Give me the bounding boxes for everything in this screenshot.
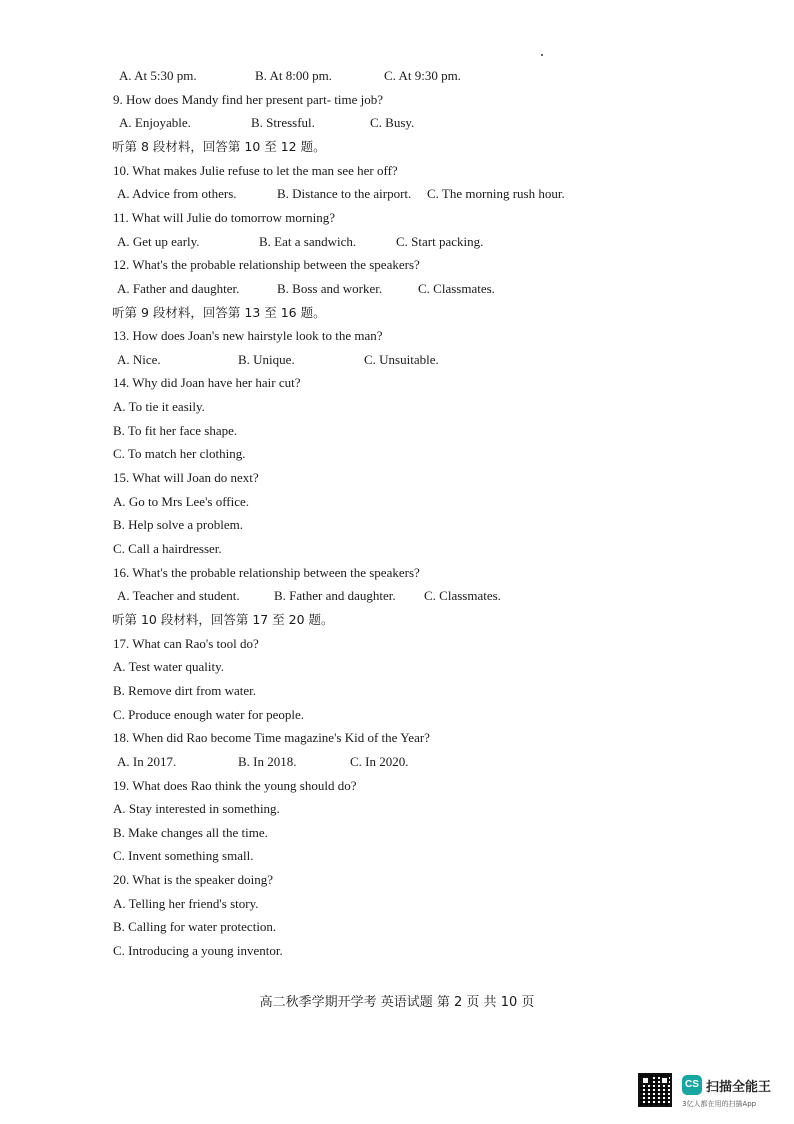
scanner-app-name: 扫描全能王 xyxy=(706,1080,772,1095)
answer-option: B. Calling for water protection. xyxy=(113,919,277,935)
answer-option: B. Remove dirt from water. xyxy=(113,682,256,698)
answer-option: A. Test water quality. xyxy=(113,659,225,675)
answer-option: A. Stay interested in something. xyxy=(113,801,280,817)
answer-option: A. In 2017. xyxy=(117,753,177,769)
question-stem: 18. When did Rao become Time magazine's Kid of the Year? xyxy=(113,730,430,746)
section-instruction: 听第 9 段材料，回答第 13 至 16 题。 xyxy=(112,304,326,320)
answer-option: A. Father and daughter. xyxy=(117,280,240,296)
answer-option: B. Father and daughter. xyxy=(274,588,396,604)
answer-option: A. Teacher and student. xyxy=(117,588,240,604)
answer-option: A. At 5:30 pm. xyxy=(119,68,197,83)
answer-option: A. Go to Mrs Lee's office. xyxy=(113,493,250,509)
scanner-tagline: 3亿人都在用的扫描App xyxy=(682,1100,757,1108)
qr-code-icon xyxy=(638,1073,672,1107)
answer-option: C. Produce enough water for people. xyxy=(113,706,304,722)
answer-option: C. Start packing. xyxy=(396,233,484,249)
answer-option: C. In 2020. xyxy=(350,753,409,769)
question-stem: 15. What will Joan do next? xyxy=(113,470,259,486)
answer-option: B. Unique. xyxy=(238,351,295,367)
question-stem: 10. What makes Julie refuse to let the man see her off? xyxy=(113,162,398,178)
answer-option: B. Stressful. xyxy=(251,115,315,131)
answer-option: A. Advice from others. xyxy=(117,186,237,202)
question-stem: 14. Why did Joan have her hair cut? xyxy=(113,375,301,391)
answer-option: A. Nice. xyxy=(117,351,161,367)
question-stem: 13. How does Joan's new hairstyle look to the man? xyxy=(113,328,383,344)
answer-option: C. The morning rush hour. xyxy=(427,186,565,202)
section-instruction: 听第 10 段材料，回答第 17 至 20 题。 xyxy=(112,611,334,627)
answer-option: C. To match her clothing. xyxy=(113,446,246,462)
answer-option: B. To fit her face shape. xyxy=(113,422,238,438)
answer-option: B. Distance to the airport. xyxy=(277,186,412,202)
answer-option: B. At 8:00 pm. xyxy=(255,68,332,83)
answer-option: C. Classmates. xyxy=(418,280,495,296)
question-stem: 20. What is the speaker doing? xyxy=(113,872,274,888)
answer-option: A. To tie it easily. xyxy=(113,399,205,415)
question-stem: 16. What's the probable relationship between the speakers? xyxy=(113,564,420,580)
answer-option: C. Invent something small. xyxy=(113,848,254,864)
answer-option: A. Get up early. xyxy=(117,233,200,249)
answer-option: C. Classmates. xyxy=(424,588,501,604)
answer-option: B. In 2018. xyxy=(238,753,297,769)
section-instruction: 听第 8 段材料，回答第 10 至 12 题。 xyxy=(112,138,326,154)
scan-speck xyxy=(541,54,543,56)
question-stem: 17. What can Rao's tool do? xyxy=(113,635,259,651)
page-footer: 高二秋季学期开学考 英语试题 第 2 页 共 10 页 xyxy=(259,995,535,1010)
question-stem: 19. What does Rao think the young should do? xyxy=(113,777,357,793)
answer-option: C. Unsuitable. xyxy=(364,351,439,367)
answer-option: C. Busy. xyxy=(370,115,415,131)
camscanner-logo-icon: CS xyxy=(682,1075,702,1095)
answer-option: B. Make changes all the time. xyxy=(113,824,268,840)
question-stem: 9. How does Mandy find her present part- time job? xyxy=(113,91,384,107)
answer-option: C. At 9:30 pm. xyxy=(384,68,461,83)
answer-option: A. Telling her friend's story. xyxy=(113,895,259,911)
answer-option: B. Help solve a problem. xyxy=(113,517,243,533)
answer-option: A. Enjoyable. xyxy=(119,115,191,131)
question-stem: 12. What's the probable relationship between the speakers? xyxy=(113,257,420,273)
answer-option: B. Boss and worker. xyxy=(277,280,383,296)
question-stem: 11. What will Julie do tomorrow morning? xyxy=(113,209,336,225)
answer-option: C. Call a hairdresser. xyxy=(113,541,222,556)
answer-option: B. Eat a sandwich. xyxy=(259,233,357,249)
answer-option: C. Introducing a young inventor. xyxy=(113,943,283,959)
